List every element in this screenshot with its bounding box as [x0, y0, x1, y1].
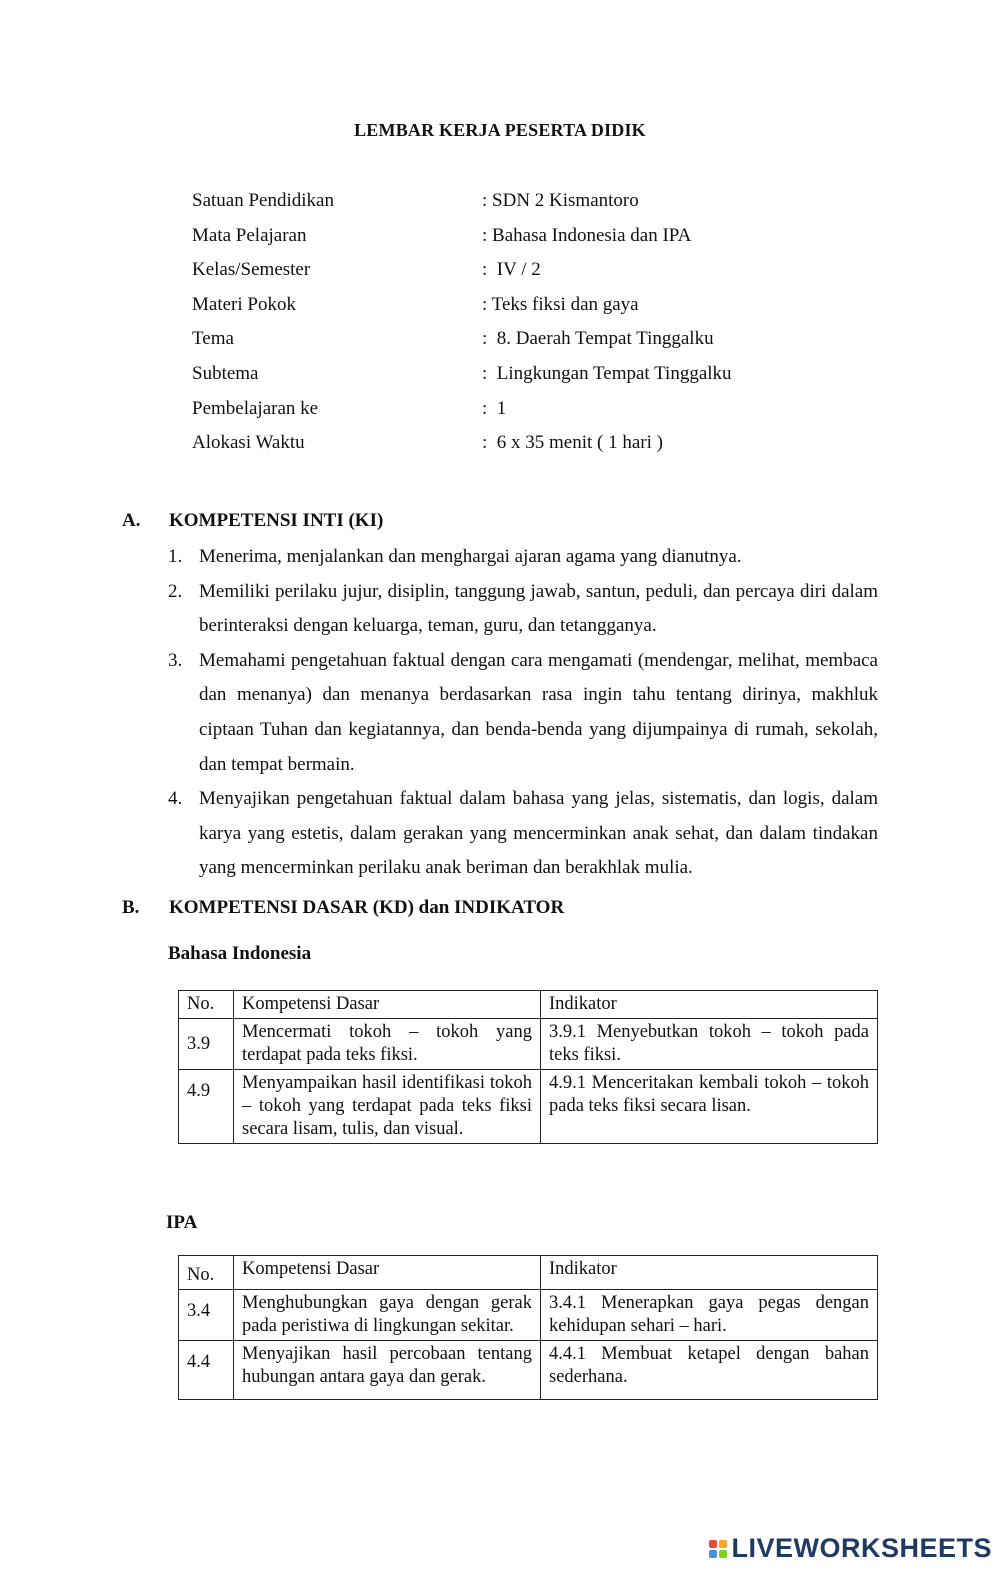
brand-icon	[709, 1540, 727, 1558]
info-row	[192, 256, 792, 291]
ki-list	[168, 540, 878, 886]
info-label: Materi Pokok	[192, 293, 296, 315]
cell-no: 3.4	[179, 1290, 234, 1341]
info-value: : Bahasa Indonesia dan IPA	[482, 224, 692, 246]
list-text: Memahami pengetahuan faktual dengan cara mengamati (mendengar, melihat, membaca dan menanya) dan menanya berdasarkan rasa ingin tahu tentang dirinya, makhluk ciptaan Tuhan dan kegiatannya, dan benda-benda yang dijumpainya di rumah, sekolah, dan tempat bermain.	[199, 649, 878, 775]
table-row	[179, 1290, 878, 1341]
info-label: Subtema	[192, 362, 259, 384]
subtitle-bahasa: Bahasa Indonesia	[168, 943, 312, 964]
section-a-heading	[122, 510, 383, 532]
header-cell: Indikator	[541, 1256, 878, 1290]
liveworksheets-logo	[709, 1533, 992, 1564]
section-title: KOMPETENSI DASAR (KD) dan INDIKATOR	[169, 897, 565, 918]
info-row	[192, 395, 792, 430]
info-row	[192, 291, 792, 326]
header-cell: No.	[179, 1256, 234, 1290]
list-text: Menerima, menjalankan dan menghargai ajaran agama yang dianutnya.	[199, 546, 742, 567]
cell-indikator: 3.4.1 Menerapkan gaya pegas dengan kehidupan sehari – hari.	[541, 1290, 878, 1341]
list-item	[168, 575, 878, 644]
info-row	[192, 187, 792, 222]
brand-square	[709, 1550, 717, 1558]
section-letter: B.	[122, 897, 140, 918]
cell-kd: Menyajikan hasil percobaan tentang hubungan antara gaya dan gerak.	[234, 1341, 541, 1400]
info-label: Mata Pelajaran	[192, 224, 307, 246]
header-cell: Kompetensi Dasar	[234, 991, 541, 1019]
section-title: KOMPETENSI INTI (KI)	[169, 510, 384, 531]
brand-name: LIVEWORKSHEETS	[731, 1533, 992, 1563]
brand-square	[719, 1540, 727, 1548]
list-number: 1.	[168, 546, 183, 567]
info-value: : SDN 2 Kismantoro	[482, 190, 639, 211]
list-item	[168, 644, 878, 782]
info-label: Satuan Pendidikan	[192, 190, 334, 211]
brand-square	[709, 1540, 717, 1548]
cell-kd: Menyampaikan hasil identifikasi tokoh – tokoh yang terdapat pada teks fiksi secara lisam, tulis, dan visual.	[234, 1070, 541, 1144]
kd-table-ipa	[178, 1255, 878, 1400]
page-title: LEMBAR KERJA PESERTA DIDIK	[354, 120, 646, 140]
info-label: Pembelajaran ke	[192, 397, 319, 419]
table-row	[179, 1070, 878, 1144]
list-number: 2.	[168, 580, 183, 602]
cell-no: 3.9	[179, 1019, 234, 1070]
list-item	[168, 540, 878, 575]
section-b-heading	[122, 897, 564, 919]
header-cell: No.	[179, 991, 234, 1019]
info-value: : IV / 2	[482, 259, 541, 281]
list-text: Memiliki perilaku jujur, disiplin, tanggung jawab, santun, peduli, dan percaya diri dalam berinteraksi dengan keluarga, teman, guru, dan tetangganya.	[199, 580, 878, 637]
cell-kd: Mencermati tokoh – tokoh yang terdapat pada teks fiksi.	[234, 1019, 541, 1070]
header-cell: Kompetensi Dasar	[234, 1256, 541, 1290]
info-value: : 6 x 35 menit ( 1 hari )	[482, 432, 663, 454]
cell-indikator: 4.9.1 Menceritakan kembali tokoh – tokoh pada teks fiksi secara lisan.	[541, 1070, 878, 1144]
cell-no: 4.9	[179, 1070, 234, 1144]
info-row	[192, 222, 792, 257]
header-cell: Indikator	[541, 991, 878, 1019]
section-letter: A.	[122, 510, 141, 531]
cell-kd: Menghubungkan gaya dengan gerak pada peristiwa di lingkungan sekitar.	[234, 1290, 541, 1341]
brand-square	[719, 1550, 727, 1558]
cell-indikator: 4.4.1 Membuat ketapel dengan bahan sederhana.	[541, 1341, 878, 1400]
list-number: 3.	[168, 649, 183, 671]
info-label: Kelas/Semester	[192, 259, 311, 281]
info-row	[192, 360, 792, 395]
table-header-row	[179, 991, 878, 1019]
table-row	[179, 1019, 878, 1070]
table-row	[179, 1341, 878, 1400]
cell-no: 4.4	[179, 1341, 234, 1400]
subtitle-ipa: IPA	[166, 1212, 198, 1233]
info-value: : 1	[482, 397, 507, 419]
kd-table-bahasa	[178, 990, 878, 1144]
info-label: Alokasi Waktu	[192, 432, 305, 454]
list-item	[168, 782, 878, 886]
info-value: : Teks fiksi dan gaya	[482, 293, 639, 315]
info-label: Tema	[192, 328, 234, 350]
cell-indikator: 3.9.1 Menyebutkan tokoh – tokoh pada teks fiksi.	[541, 1019, 878, 1070]
info-value: : Lingkungan Tempat Tinggalku	[482, 362, 732, 384]
info-row	[192, 325, 792, 360]
list-number: 4.	[168, 788, 183, 810]
list-text: Menyajikan pengetahuan faktual dalam bahasa yang jelas, sistematis, dan logis, dalam karya yang estetis, dalam gerakan yang mencerminkan anak sehat, dan dalam tindakan yang mencerminkan perilaku anak beriman dan berakhlak mulia.	[199, 788, 878, 879]
info-value: : 8. Daerah Tempat Tinggalku	[482, 328, 714, 350]
table-header-row	[179, 1256, 878, 1290]
info-row	[192, 429, 792, 464]
identity-table	[192, 187, 792, 464]
